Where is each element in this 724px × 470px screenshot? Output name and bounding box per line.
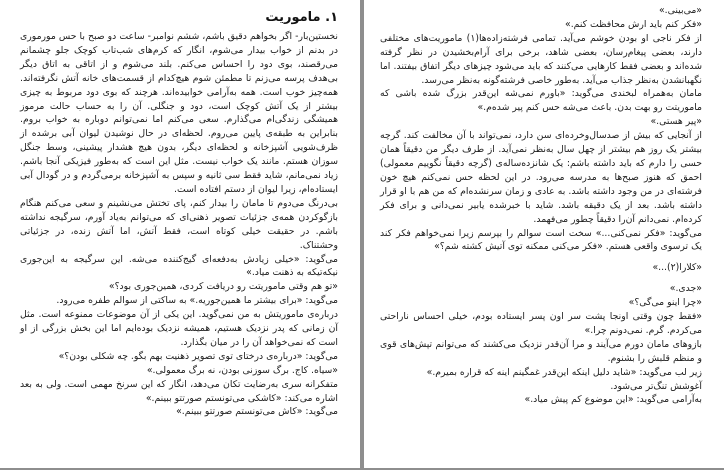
left-page-body xyxy=(20,30,338,419)
spacer xyxy=(380,275,702,282)
dialogue-line: متفکرانه سری به‌رضایت تکان می‌دهد، انگار که این سرنخ مهمی است. ولی به بعد اشاره می‌کند: «کاشکی می‌تونستم صورتتو ببینم.» xyxy=(20,378,338,404)
paragraph: «فکر کنم باید ارش محافظت کنم.» xyxy=(565,18,702,30)
paragraph: از فکر ناجی او بودن خوشم می‌آید. تمامی فرشته‌زاده‌ها(۱) ماموریت‌های مختلفی دارند، بعضی پیغام‌رسان، بعضی شاهد، برخی برای آرام‌بخشیدن در نظر گرفته شده‌اند و بعضی فقط کارهایی می‌کنند که باید می‌شود چیزهای دیگر اتفاق بیفتند. اما نگهبانشدن به‌نظر جذاب می‌آید. به‌طور خاصی فرشته‌گونه به‌نظر می‌رسد. xyxy=(380,32,703,86)
dialogue-line: «تو هم وقتی ماموریتت رو دریافت کردی، همین‌جوری بود؟» xyxy=(108,281,338,293)
paragraph: مامان به‌همراه لبخندی می‌گوید: «باورم نمی‌شه این‌قدر بزرگ شده باشی که ماموریتت رو بهت بدن. باعث می‌شه حس کنم پیر شده‌م.» xyxy=(380,88,702,114)
paragraph: بی‌درنگ می‌دوم تا مامان را بیدار کنم، پای تختش می‌نشینم و سعی می‌کنم هنگام بازگوکردن همه‌ی جزئیات تصویر ذهنی‌ای که می‌توانم به‌یاد آورم، سرگیجه نداشته باشم. در حقیقت خیلی کوتاه است، فقط آتش، اما آتش زنده، در جزئیاتی وحشتناک. xyxy=(20,197,338,251)
paragraph: نخستین‌بار- اگر بخواهم دقیق باشم، ششم نوامبر- ساعت دو صبح با حس مورموری در بدنم از خواب بیدار می‌شوم، انگار که کرم‌های شب‌تاب کوچک جلو چشمانم می‌رقصند، بوی دود را احساس می‌کنم. بلند می‌شوم و از اتاقی به اتاق دیگر بی‌هدف پرسه می‌زنم تا مطمئن شوم هیچ‌کدام از قسمت‌های خانه آتش نگرفته‌اند. همه‌چیز خوب است. همه به‌آرامی خوابیده‌اند. هرچند که بوی دود مربوط به چیزی بیشتر از یک آتش کوچک است، دود و جنگلی. آن را به حساب حالت مرموز همیشگی زندگی‌ام می‌گذارم. سعی می‌کنم اما نمی‌توانم دوباره به خواب بروم. بنابراین به طبقه‌ی پایین می‌روم. لحظه‌ای در حال نوشیدن لیوان آبی برشده از ظرف‌شویی آشپزخانه و لحظه‌ای دیگر، بدون هیچ هشدار پیشینی، وسط جنگل سوزان هستم. مانند یک خواب نیست. مثل این است که به‌طور فیزیکی آنجا باشم. زیاد نمی‌مانم، شاید فقط سی ثانیه و سپس به آشپزخانه برمی‌گردم و در گودال آبی ایستاده‌ام، زیرا لیوان از دستم افتاده است. xyxy=(20,31,338,195)
dialogue-line: درباره‌ی ماموریتش به من نمی‌گوید. این یکی از آن موضوعات ممنوعه است. مثل آن زمانی که پدر نزدیک هستیم، همیشه نزدیک بوده‌ایم اما این بخش بزرگی از او است که نمی‌خواهد آن را در میان بگذارد. xyxy=(20,309,338,348)
dialogue-line: می‌گوید: «خیلی زیادش به‌دفعه‌ای گیج‌کننده می‌شه. این سرگیجه به این‌جوری نیکه‌تیکه به ذهنت میاد.» xyxy=(20,253,338,279)
right-page xyxy=(364,0,724,468)
paragraph: «جدی.» xyxy=(669,283,702,295)
right-page-body xyxy=(380,4,702,407)
paragraph: «می‌بینی.» xyxy=(658,5,702,16)
paragraph: «چرا اینو می‌گی؟» xyxy=(628,297,702,309)
left-page xyxy=(0,0,360,468)
paragraph: می‌گوید: «فکر نمی‌کنی...» سخت است سوالم را بپرسم زیرا نمی‌خواهم فکر کند یک ترسوی واقعی هستم. «فکر می‌کنی ممکنه توی آتیش کشته شم؟» xyxy=(380,227,702,253)
paragraph: به‌آرامی می‌گوید: «این موضوع کم پیش میاد.» xyxy=(524,394,702,406)
dialogue-line: «سیاه. کاج. برگ سوزنی بودن، نه برگ معمولی.» xyxy=(146,364,338,376)
paragraph: از آنجایی که بیش از صدسال‌وخرده‌ای سن دارد، نمی‌تواند با آن مخالفت کند. گرچه بیشتر یک روز هم بیشتر از چهل سال به‌نظر نمی‌آید. از طرف دیگر من دقیقاً همان حسی را دارم که باید داشته باشم: یک شانزده‌ساله‌ی (گرچه دقیقاً نگوییم معمولی) احمق که هنوز صبح‌ها به مدرسه می‌رود. در این لحظه حس نمی‌کنم هیچ خون فرشته‌ای در من وجود داشته باشد. به عادی و زمان سرنشده‌ام که من هم با او قرار داشته باشد. بعد از یک دقیقه باشد. شاید با خبرشده یابیر نمی‌دانی و برای فکر کرده‌ام. نمی‌دانم آن‌را دقیقاً چطور می‌فهمد. xyxy=(380,130,702,225)
dialogue-block xyxy=(20,253,338,420)
paragraph: آغوشش تنگ‌تر می‌شود. xyxy=(610,380,702,392)
dialogue-line: می‌گوید: «درباره‌ی درختای توی تصویر ذهنیت بهم بگو. چه شکلی بودن؟» xyxy=(58,350,338,362)
dialogue-line: می‌گوید: «برای بیشتر ما همین‌جوریه.» به ساکتی از سوالم طفره می‌رود. xyxy=(56,295,338,307)
paragraph: زیر لب می‌گوید: «شاید دلیل اینکه این‌قدر غمگینم اینه که قراره بمیرم.» xyxy=(426,366,702,378)
chapter-title: ۱. ماموریت xyxy=(265,10,338,25)
paragraph: «کلارا(۲)...» xyxy=(652,262,702,274)
paragraph: «فقط چون وقتی اونجا پشت سر اون پسر ایستاده بودم، خیلی احساس ناراحتی می‌کردم. گرم. نمی‌دونم چرا.» xyxy=(380,311,702,336)
dialogue-line: می‌گوید: «کاش می‌تونستم صورتتو ببینم.» xyxy=(176,406,338,418)
paragraph: «پیر هستی.» xyxy=(650,116,702,128)
paragraph: بازوهای مامان دورم می‌آیند و مرا آن‌قدر نزدیک می‌کشند که می‌توانم تپش‌های قوی و منظم قلبش را بشنوم. xyxy=(380,338,702,364)
spacer xyxy=(380,254,702,261)
